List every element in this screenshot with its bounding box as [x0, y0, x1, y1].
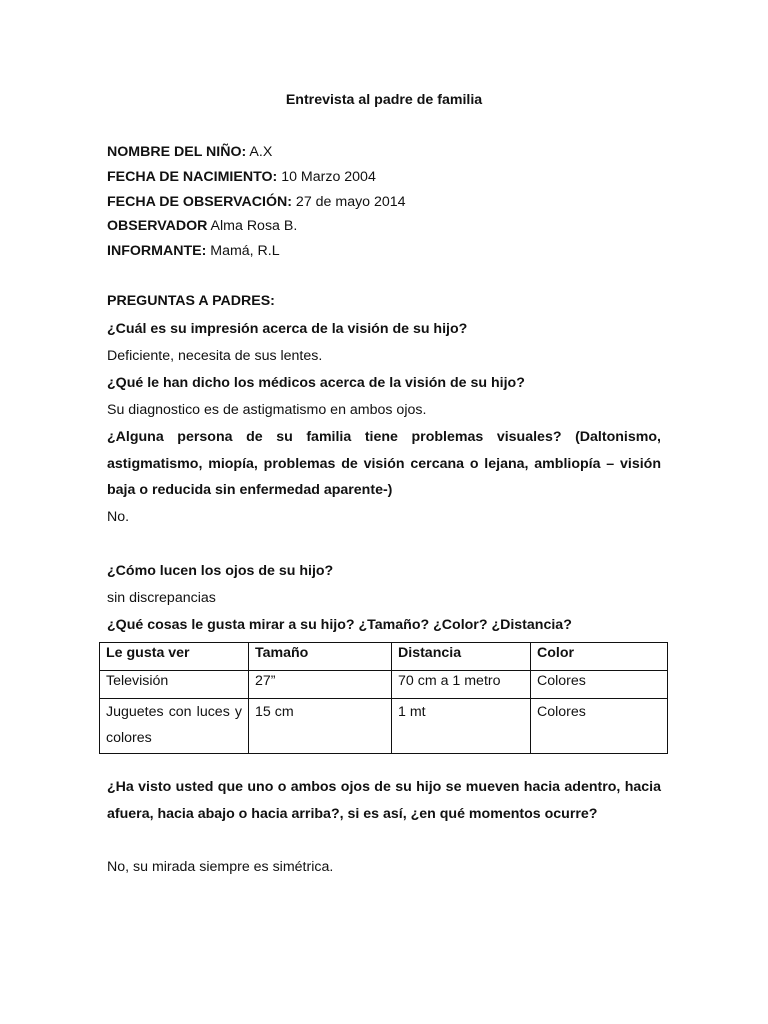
answer-3: No.	[107, 509, 130, 525]
table-cell: 1 mt	[392, 699, 531, 754]
table-cell: Colores	[531, 671, 668, 699]
table-header-cell: Color	[531, 643, 668, 671]
table-cell: 15 cm	[249, 699, 392, 754]
info-label: NOMBRE DEL NIÑO:	[107, 144, 247, 160]
answer-6: No, su mirada siempre es simétrica.	[107, 859, 334, 875]
table-row	[100, 699, 668, 754]
info-row-observation-date	[107, 193, 406, 218]
question-2: ¿Qué le han dicho los médicos acerca de la visión de su hijo?	[107, 375, 525, 391]
info-value: 10 Marzo 2004	[277, 168, 376, 185]
section-heading: PREGUNTAS A PADRES:	[107, 293, 275, 309]
table-cell: Juguetes con luces y colores	[100, 699, 249, 754]
table-header-cell: Tamaño	[249, 643, 392, 671]
info-row-birth-date	[107, 168, 406, 193]
table-cell: Televisión	[100, 671, 249, 699]
table-cell: 70 cm a 1 metro	[392, 671, 531, 699]
table-cell: Colores	[531, 699, 668, 754]
table-header-row	[100, 643, 668, 671]
info-value: 27 de mayo 2014	[291, 193, 406, 210]
question-5: ¿Qué cosas le gusta mirar a su hijo? ¿Tamaño? ¿Color? ¿Distancia?	[107, 617, 572, 633]
answer-4: sin discrepancias	[107, 590, 216, 606]
info-row-observer	[107, 217, 406, 242]
question-6: ¿Ha visto usted que uno o ambos ojos de su hijo se mueven hacia adentro, hacia afuera, hacia abajo o hacia arriba?, si es así, ¿en qué momentos ocurre?	[107, 779, 661, 822]
question-1: ¿Cuál es su impresión acerca de la visión de su hijo?	[107, 321, 468, 337]
info-value: Mamá, R.L	[206, 243, 280, 260]
question-3: ¿Alguna persona de su familia tiene problemas visuales? (Daltonismo, astigmatismo, miopía, problemas de visión cercana o lejana, ambliopía – visión baja o reducida sin enfermedad aparente-)	[107, 429, 661, 498]
table-cell: 27”	[249, 671, 392, 699]
document-title: Entrevista al padre de familia	[285, 92, 483, 108]
info-value: Alma Rosa B.	[207, 218, 298, 235]
answer-1: Deficiente, necesita de sus lentes.	[107, 348, 323, 364]
info-value: A.X	[246, 144, 273, 160]
info-label: FECHA DE OBSERVACIÓN:	[107, 193, 292, 210]
question-4: ¿Cómo lucen los ojos de su hijo?	[107, 563, 334, 579]
table-row	[100, 671, 668, 699]
viewing-preferences-table	[99, 642, 668, 754]
info-label: FECHA DE NACIMIENTO:	[107, 168, 278, 185]
table-header-cell: Distancia	[392, 643, 531, 671]
answer-2: Su diagnostico es de astigmatismo en ambos ojos.	[107, 402, 427, 418]
info-row-child-name	[107, 143, 406, 168]
info-label: OBSERVADOR	[107, 218, 208, 235]
table-header-cell: Le gusta ver	[100, 643, 249, 671]
info-row-informant	[107, 242, 406, 267]
child-info-block	[107, 143, 406, 267]
info-label: INFORMANTE:	[107, 243, 207, 260]
